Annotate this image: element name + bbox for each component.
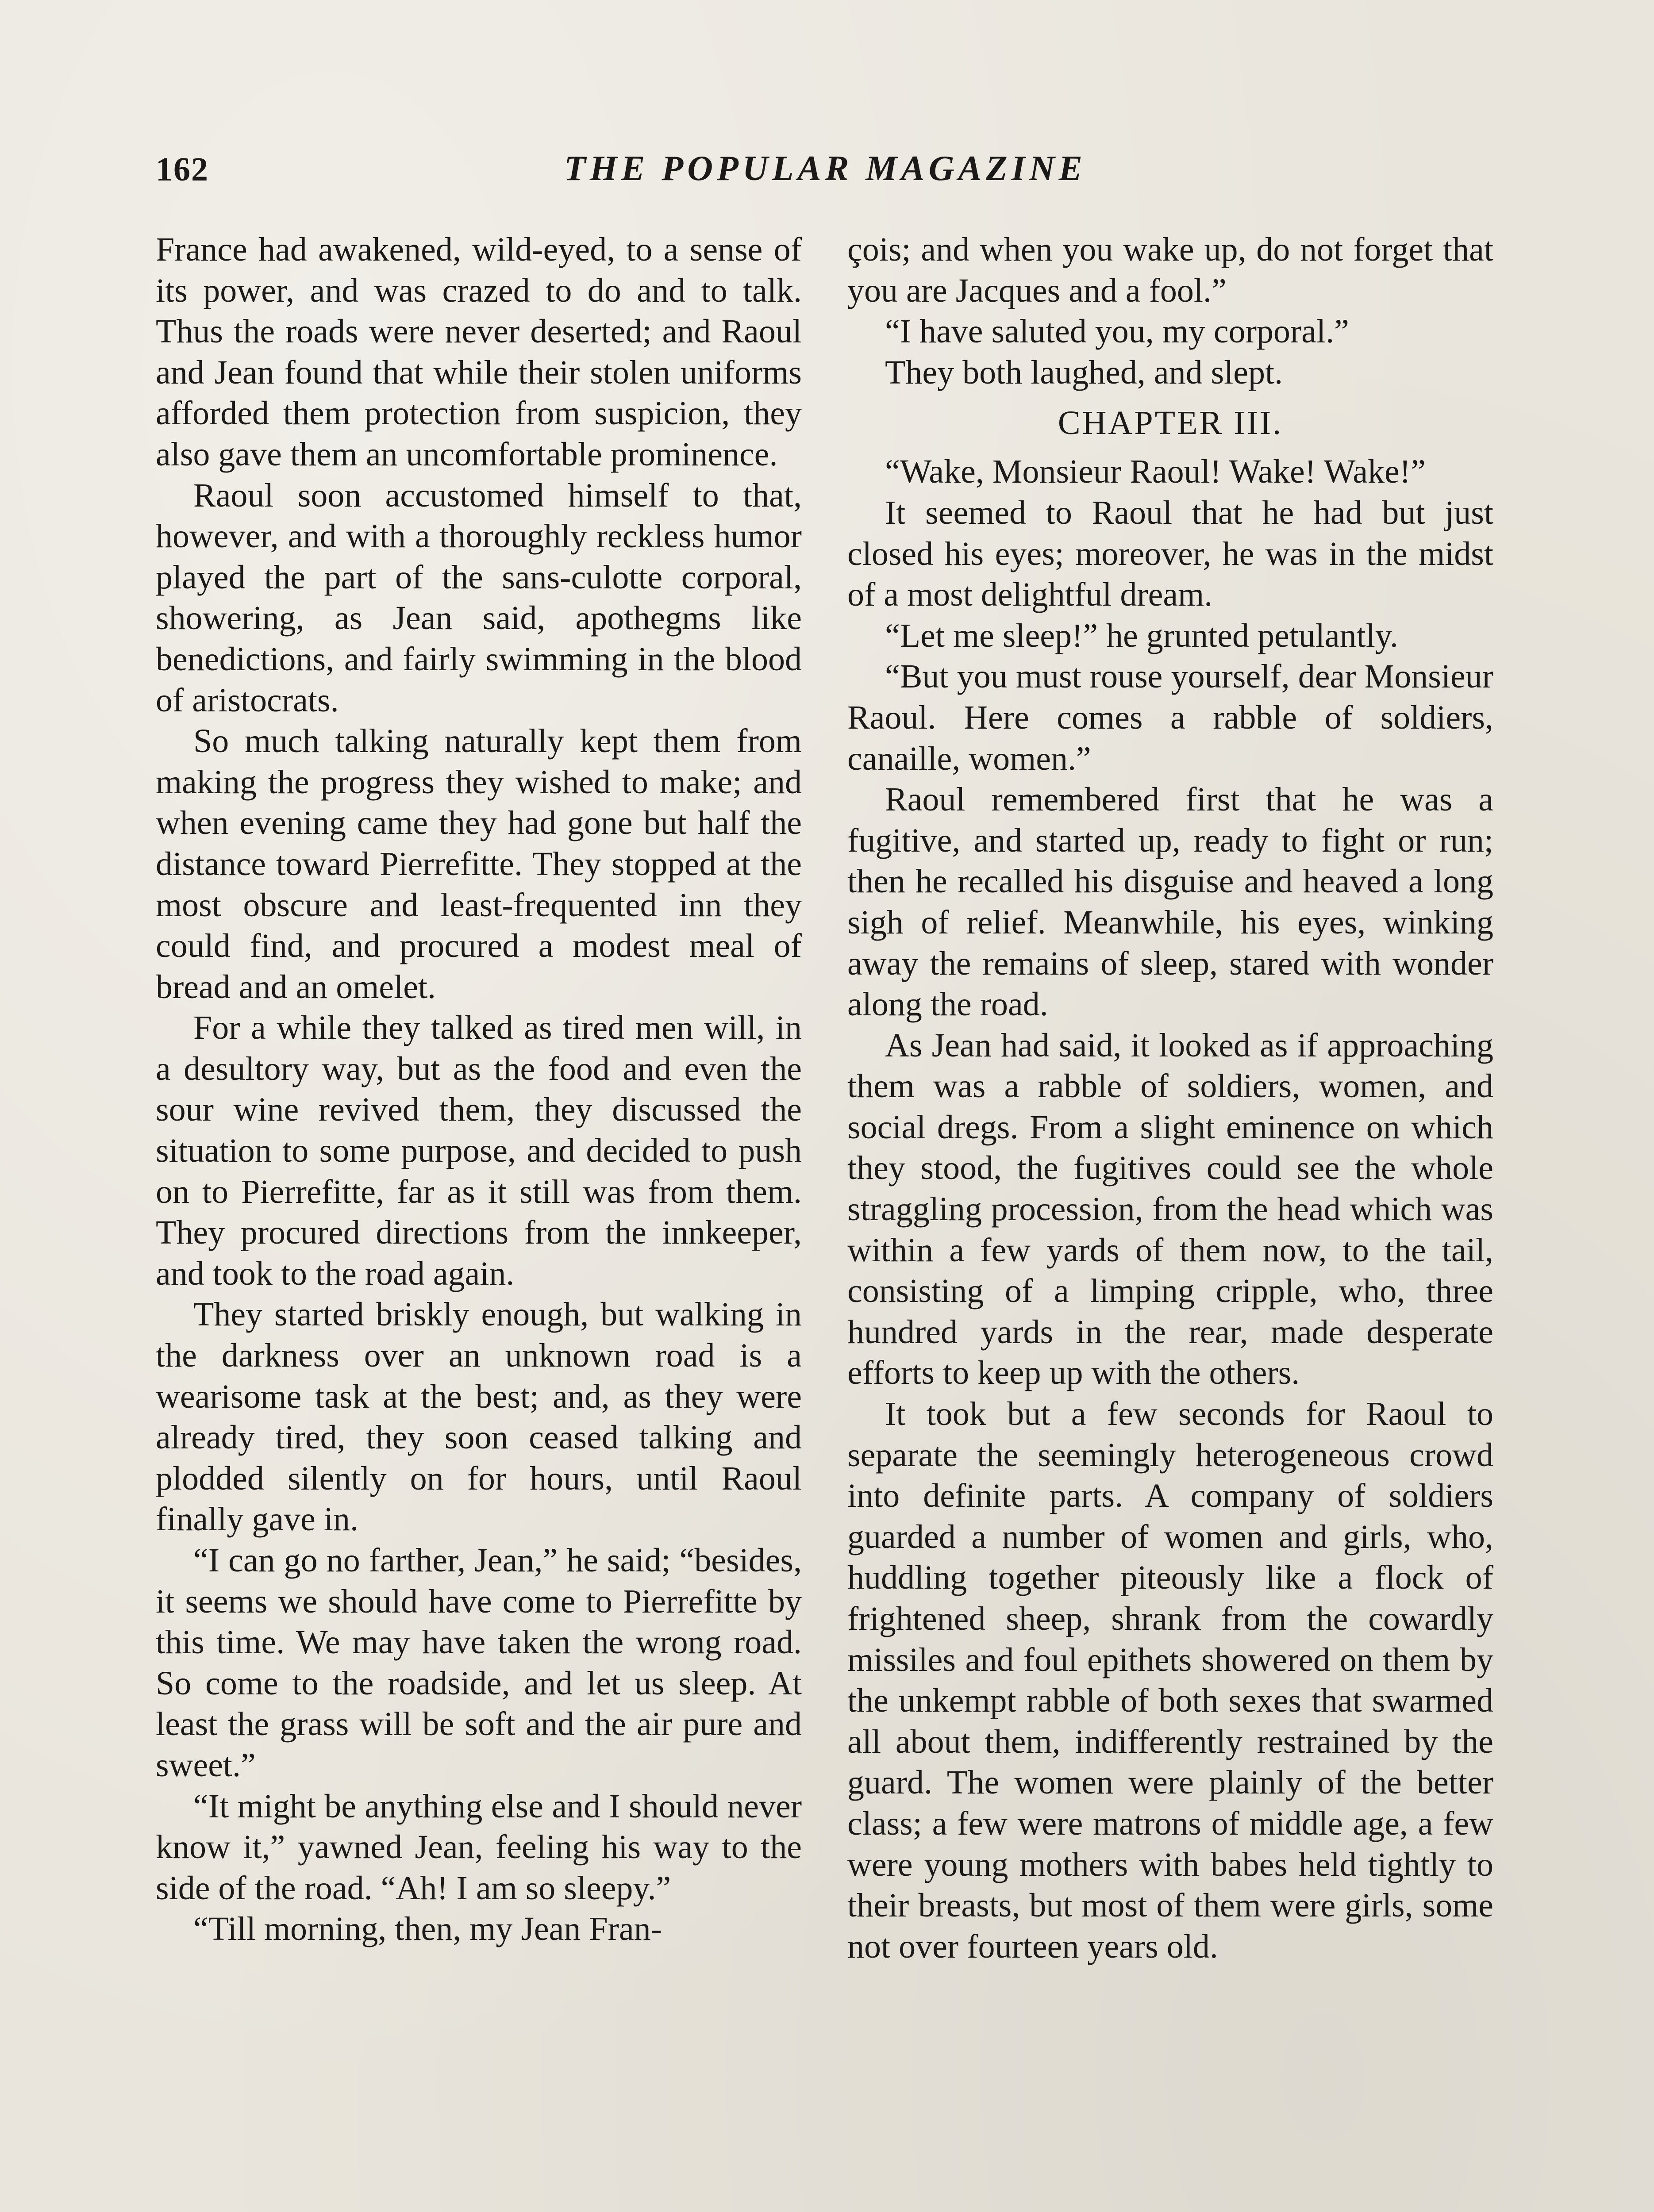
running-head: THE POPULAR MAGAZINE — [564, 149, 1087, 188]
paragraph-continuation: çois; and when you wake up, do not forget that you are Jacques and a fool.” — [847, 231, 1493, 309]
paragraph: They started briskly enough, but walking in the darkness over an unknown road is a wearisome task at the best; and, as they were already tired, they soon ceased talking and plodded silently on for hours, until Raoul finally gave in. — [156, 1296, 802, 1538]
paragraph: “Till morning, then, my Jean Fran- — [193, 1910, 662, 1948]
paragraph: “But you must rouse yourself, dear Monsieur Raoul. Here comes a rabble of soldiers, canaille, women.” — [847, 658, 1493, 777]
paragraph: Raoul remembered first that he was a fugitive, and started up, ready to fight or run; then he recalled his disguise and heaved a long sigh of relief. Meanwhile, his eyes, winking away the remains of sleep, stared with wonder along the road. — [847, 781, 1493, 1023]
paragraph: For a while they talked as tired men will, in a desultory way, but as the food and even the sour wine revived them, they discussed the situation to some purpose, and decided to push on to Pierrefitte, far as it still was from them. They procured directions from the innkeeper, and took to the road again. — [156, 1009, 802, 1292]
paragraph: “It might be anything else and I should never know it,” yawned Jean, feeling his way to the side of the road. “Ah! I am so sleepy.” — [156, 1787, 802, 1907]
chapter-heading: CHAPTER III. — [1058, 404, 1283, 442]
paragraph: “Let me sleep!” he grunted petulantly. — [885, 617, 1398, 654]
right-column — [847, 229, 1493, 1967]
page-number: 162 — [156, 151, 209, 188]
paragraph: France had awakened, wild-eyed, to a sense of its power, and was crazed to do and to talk. Thus the roads were never deserted; and Raoul and Jean found that while their stolen uniforms afforded them protection from suspicion, they also gave them an uncomfortable prominence. — [156, 231, 802, 473]
paragraph: It seemed to Raoul that he had but just closed his eyes; moreover, he was in the midst of a most delightful dream. — [847, 494, 1493, 614]
paragraph: As Jean had said, it looked as if approaching them was a rabble of soldiers, women, and social dregs. From a slight eminence on which they stood, the fugitives could see the whole straggling procession, from the head which was within a few yards of them now, to the tail, consisting of a limping cripple, who, three hundred yards in the rear, made desperate efforts to keep up with the others. — [847, 1026, 1493, 1392]
paragraph: It took but a few seconds for Raoul to separate the seemingly heterogeneous crowd into definite parts. A company of soldiers guarded a number of women and girls, who, huddling together piteously like a flock of frightened sheep, shrank from the cowardly missiles and foul epithets showered on them by the unkempt rabble of both sexes that swarmed all about them, indifferently restrained by the guard. The women were plainly of the better class; a few were matrons of middle age, a few were young mothers with babes held tightly to their breasts, but most of them were girls, some not over fourteen years old. — [847, 1395, 1493, 1965]
paragraph: So much talking naturally kept them from making the progress they wished to make; and when evening came they had gone but half the distance toward Pierrefitte. They stopped at the most obscure and least-frequented inn they could find, and procured a modest meal of bread and an omelet. — [156, 722, 802, 1006]
paragraph: “I have saluted you, my corporal.” — [885, 313, 1349, 350]
page-header — [156, 146, 1495, 204]
paragraph: Raoul soon accustomed himself to that, however, and with a thoroughly reckless humor played the part of the sans-culotte corporal, showering, as Jean said, apothegms like benedictions, and fairly swimming in the blood of aristocrats. — [156, 476, 802, 719]
paragraph: They both laughed, and slept. — [885, 353, 1283, 391]
paragraph: “I can go no farther, Jean,” he said; “besides, it seems we should have come to Pierrefitte by this time. We may have taken the wrong road. So come to the roadside, and let us sleep. At least the grass will be soft and the air pure and sweet.” — [156, 1542, 802, 1784]
left-column — [156, 229, 802, 1950]
paragraph: “Wake, Monsieur Raoul! Wake! Wake!” — [885, 453, 1426, 491]
